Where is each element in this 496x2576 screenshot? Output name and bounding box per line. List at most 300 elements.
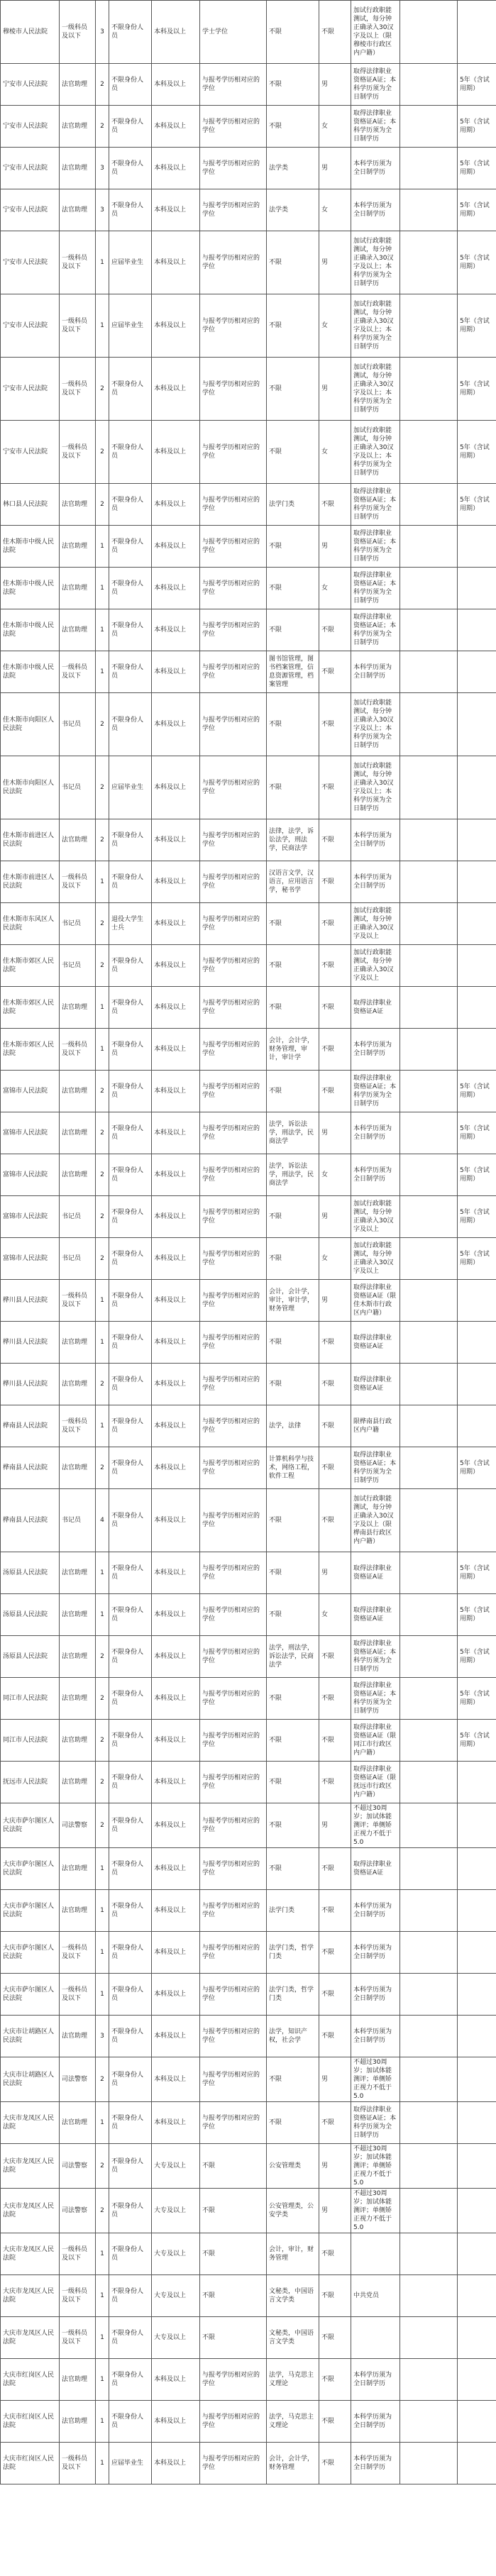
table-row xyxy=(1,651,496,693)
major-cell: 文秘类，中国语言文学类 xyxy=(267,2317,319,2359)
table-row xyxy=(1,1890,496,1932)
degree-cell: 与报考学历相对应的学位 xyxy=(200,903,267,945)
notes-cell: 取得法律职业资格证A证；本科学历须为全日制学历 xyxy=(351,568,400,609)
position-cell: 司法警察 xyxy=(60,2189,96,2233)
extra-cell xyxy=(400,1636,458,1678)
extra-cell xyxy=(400,526,458,568)
degree-cell: 不限 xyxy=(200,2189,267,2233)
count-cell: 1 xyxy=(96,1405,109,1447)
table-row xyxy=(1,1848,496,1890)
education-cell: 本科及以上 xyxy=(152,1636,200,1678)
gender-cell: 不限 xyxy=(319,2443,351,2484)
identity-cell: 不限身份人员 xyxy=(109,1489,152,1552)
count-cell: 2 xyxy=(96,484,109,526)
degree-cell: 与报考学历相对应的学位 xyxy=(200,2102,267,2144)
service-cell xyxy=(458,1364,496,1405)
table-row xyxy=(1,945,496,987)
degree-cell: 与报考学历相对应的学位 xyxy=(200,568,267,609)
notes-cell: 加试行政职能测试，每分钟正确录入30汉字及以上 xyxy=(351,1238,400,1280)
extra-cell xyxy=(400,2144,458,2189)
table-row xyxy=(1,189,496,231)
degree-cell: 与报考学历相对应的学位 xyxy=(200,1196,267,1238)
unit-cell: 大庆市萨尔图区人民法院 xyxy=(1,1974,60,2016)
extra-cell xyxy=(400,1238,458,1280)
table-row xyxy=(1,2359,496,2401)
count-cell: 1 xyxy=(96,1594,109,1636)
unit-cell: 大庆市龙凤区人民法院 xyxy=(1,2233,60,2275)
gender-cell: 不限 xyxy=(319,861,351,903)
count-cell: 1 xyxy=(96,2443,109,2484)
identity-cell: 不限身份人员 xyxy=(109,106,152,148)
extra-cell xyxy=(400,1803,458,1848)
gender-cell: 不限 xyxy=(319,1364,351,1405)
table-row xyxy=(1,1447,496,1489)
gender-cell: 不限 xyxy=(319,651,351,693)
notes-cell: 取得法律职业资格证A证（限抚远市行政区内户籍） xyxy=(351,1762,400,1803)
table-row xyxy=(1,819,496,861)
extra-cell xyxy=(400,609,458,651)
service-cell: 5年（含试用期） xyxy=(458,1720,496,1762)
service-cell xyxy=(458,2359,496,2401)
degree-cell: 与报考学历相对应的学位 xyxy=(200,189,267,231)
identity-cell: 不限身份人员 xyxy=(109,1720,152,1762)
table-row xyxy=(1,609,496,651)
major-cell: 不限 xyxy=(267,1678,319,1720)
identity-cell: 应届毕业生 xyxy=(109,231,152,294)
education-cell: 本科及以上 xyxy=(152,231,200,294)
unit-cell: 大庆市萨尔图区人民法院 xyxy=(1,1848,60,1890)
unit-cell: 林口县人民法院 xyxy=(1,484,60,526)
notes-cell: 加试行政职能测试，每分钟正确录入30汉字及以上；本科学历须为全日制学历 xyxy=(351,756,400,819)
major-cell: 法学，法律 xyxy=(267,1405,319,1447)
extra-cell xyxy=(400,2057,458,2102)
education-cell: 本科及以上 xyxy=(152,64,200,106)
notes-cell: 本科学历须为全日制学历 xyxy=(351,2401,400,2443)
extra-cell xyxy=(400,651,458,693)
identity-cell: 不限身份人员 xyxy=(109,1678,152,1720)
degree-cell: 与报考学历相对应的学位 xyxy=(200,1762,267,1803)
notes-cell: 本科学历须为全日制学历 xyxy=(351,1154,400,1196)
notes-cell: 本科学历须为全日制学历 xyxy=(351,1974,400,2016)
identity-cell: 不限身份人员 xyxy=(109,358,152,421)
gender-cell: 不限 xyxy=(319,2401,351,2443)
table-row xyxy=(1,1154,496,1196)
unit-cell: 大庆市萨尔图区人民法院 xyxy=(1,1803,60,1848)
service-cell xyxy=(458,2401,496,2443)
position-cell: 法官助理 xyxy=(60,1552,96,1594)
extra-cell xyxy=(400,1,458,64)
notes-cell xyxy=(351,2317,400,2359)
major-cell: 法律，法学，诉讼法学，刑法学，民商法学 xyxy=(267,819,319,861)
major-cell: 不限 xyxy=(267,568,319,609)
count-cell: 2 xyxy=(96,64,109,106)
major-cell: 会计，审计，财务管理 xyxy=(267,2233,319,2275)
identity-cell: 不限身份人员 xyxy=(109,945,152,987)
identity-cell: 不限身份人员 xyxy=(109,1280,152,1322)
notes-cell: 取得法律职业资格证A证 xyxy=(351,1594,400,1636)
unit-cell: 佳木斯市向阳区人民法院 xyxy=(1,693,60,756)
major-cell: 会计，会计学，审计，审计学，财务管理 xyxy=(267,1280,319,1322)
position-cell: 法官助理 xyxy=(60,106,96,148)
major-cell: 会计，会计学，财务管理，审计，审计学 xyxy=(267,1029,319,1071)
count-cell: 1 xyxy=(96,1280,109,1322)
education-cell: 大专及以上 xyxy=(152,2317,200,2359)
service-cell: 5年（含试用期） xyxy=(458,358,496,421)
table-row xyxy=(1,1552,496,1594)
table-row xyxy=(1,1720,496,1762)
education-cell: 本科及以上 xyxy=(152,1405,200,1447)
education-cell: 本科及以上 xyxy=(152,2401,200,2443)
degree-cell: 与报考学历相对应的学位 xyxy=(200,861,267,903)
notes-cell: 取得法律职业资格证A证 xyxy=(351,1364,400,1405)
notes-cell: 本科学历须为全日制学历 xyxy=(351,1112,400,1154)
count-cell: 1 xyxy=(96,231,109,294)
count-cell: 2 xyxy=(96,1112,109,1154)
notes-cell: 本科学历须为全日制学历 xyxy=(351,651,400,693)
unit-cell: 抚远市人民法院 xyxy=(1,1762,60,1803)
gender-cell: 不限 xyxy=(319,987,351,1029)
unit-cell: 大庆市让胡路区人民法院 xyxy=(1,2057,60,2102)
position-cell: 法官助理 xyxy=(60,2016,96,2057)
major-cell: 不限 xyxy=(267,1238,319,1280)
degree-cell: 与报考学历相对应的学位 xyxy=(200,1932,267,1974)
position-cell: 法官助理 xyxy=(60,1322,96,1364)
identity-cell: 不限身份人员 xyxy=(109,421,152,484)
unit-cell: 汤原县人民法院 xyxy=(1,1552,60,1594)
major-cell: 不限 xyxy=(267,1594,319,1636)
notes-cell: 本科学历须为全日制学历 xyxy=(351,861,400,903)
position-cell: 法官助理 xyxy=(60,148,96,189)
position-cell: 司法警察 xyxy=(60,2144,96,2189)
notes-cell xyxy=(351,2233,400,2275)
major-cell: 不限 xyxy=(267,903,319,945)
degree-cell: 与报考学历相对应的学位 xyxy=(200,148,267,189)
major-cell: 法学门类，哲学门类 xyxy=(267,1932,319,1974)
service-cell xyxy=(458,526,496,568)
major-cell: 不限 xyxy=(267,421,319,484)
education-cell: 本科及以上 xyxy=(152,1848,200,1890)
education-cell: 大专及以上 xyxy=(152,2144,200,2189)
major-cell: 会计，会计学，财务管理 xyxy=(267,2443,319,2484)
service-cell xyxy=(458,609,496,651)
gender-cell: 不限 xyxy=(319,1678,351,1720)
identity-cell: 不限身份人员 xyxy=(109,1594,152,1636)
gender-cell: 不限 xyxy=(319,2102,351,2144)
position-cell: 一级科员及以下 xyxy=(60,2233,96,2275)
unit-cell: 佳木斯市郊区人民法院 xyxy=(1,1029,60,1071)
degree-cell: 不限 xyxy=(200,2233,267,2275)
table-row xyxy=(1,756,496,819)
gender-cell: 不限 xyxy=(319,1071,351,1112)
major-cell: 不限 xyxy=(267,945,319,987)
degree-cell: 与报考学历相对应的学位 xyxy=(200,2057,267,2102)
count-cell: 3 xyxy=(96,2016,109,2057)
identity-cell: 不限身份人员 xyxy=(109,148,152,189)
service-cell xyxy=(458,1,496,64)
table-row xyxy=(1,421,496,484)
table-row xyxy=(1,2233,496,2275)
service-cell xyxy=(458,861,496,903)
count-cell: 1 xyxy=(96,1974,109,2016)
count-cell: 1 xyxy=(96,1932,109,1974)
unit-cell: 宁安市人民法院 xyxy=(1,64,60,106)
education-cell: 本科及以上 xyxy=(152,148,200,189)
degree-cell: 不限 xyxy=(200,2317,267,2359)
position-cell: 法官助理 xyxy=(60,1112,96,1154)
extra-cell xyxy=(400,568,458,609)
count-cell: 1 xyxy=(96,1848,109,1890)
service-cell xyxy=(458,693,496,756)
gender-cell: 不限 xyxy=(319,1762,351,1803)
gender-cell: 不限 xyxy=(319,1636,351,1678)
identity-cell: 不限身份人员 xyxy=(109,484,152,526)
extra-cell xyxy=(400,1594,458,1636)
extra-cell xyxy=(400,1112,458,1154)
identity-cell: 不限身份人员 xyxy=(109,1636,152,1678)
education-cell: 本科及以上 xyxy=(152,609,200,651)
service-cell xyxy=(458,1029,496,1071)
gender-cell: 不限 xyxy=(319,1447,351,1489)
identity-cell: 应届毕业生 xyxy=(109,756,152,819)
degree-cell: 与报考学历相对应的学位 xyxy=(200,1489,267,1552)
gender-cell: 男 xyxy=(319,148,351,189)
gender-cell: 不限 xyxy=(319,484,351,526)
education-cell: 本科及以上 xyxy=(152,1029,200,1071)
count-cell: 3 xyxy=(96,1,109,64)
major-cell: 不限 xyxy=(267,1071,319,1112)
count-cell: 2 xyxy=(96,945,109,987)
count-cell: 1 xyxy=(96,2102,109,2144)
major-cell: 不限 xyxy=(267,2102,319,2144)
position-cell: 法官助理 xyxy=(60,2401,96,2443)
position-cell: 书记员 xyxy=(60,1238,96,1280)
notes-cell: 取得法律职业资格证A证 xyxy=(351,1322,400,1364)
extra-cell xyxy=(400,1552,458,1594)
position-cell: 一级科员及以下 xyxy=(60,1405,96,1447)
service-cell: 5年（含试用期） xyxy=(458,1196,496,1238)
major-cell: 不限 xyxy=(267,294,319,358)
position-cell: 法官助理 xyxy=(60,1154,96,1196)
unit-cell: 桦川县人民法院 xyxy=(1,1364,60,1405)
position-cell: 书记员 xyxy=(60,756,96,819)
service-cell: 5年（含试用期） xyxy=(458,1154,496,1196)
count-cell: 2 xyxy=(96,819,109,861)
service-cell xyxy=(458,2016,496,2057)
identity-cell: 不限身份人员 xyxy=(109,1974,152,2016)
service-cell xyxy=(458,903,496,945)
degree-cell: 与报考学历相对应的学位 xyxy=(200,1322,267,1364)
unit-cell: 宁安市人民法院 xyxy=(1,106,60,148)
identity-cell: 不限身份人员 xyxy=(109,2144,152,2189)
service-cell xyxy=(458,1405,496,1447)
count-cell: 2 xyxy=(96,106,109,148)
position-cell: 书记员 xyxy=(60,903,96,945)
education-cell: 本科及以上 xyxy=(152,189,200,231)
identity-cell: 不限身份人员 xyxy=(109,2057,152,2102)
unit-cell: 宁安市人民法院 xyxy=(1,148,60,189)
position-cell: 一级科员及以下 xyxy=(60,358,96,421)
unit-cell: 富锦市人民法院 xyxy=(1,1112,60,1154)
education-cell: 本科及以上 xyxy=(152,1322,200,1364)
education-cell: 本科及以上 xyxy=(152,1489,200,1552)
notes-cell: 本科学历须为全日制学历 xyxy=(351,148,400,189)
unit-cell: 桦南县人民法院 xyxy=(1,1405,60,1447)
degree-cell: 与报考学历相对应的学位 xyxy=(200,1552,267,1594)
identity-cell: 不限身份人员 xyxy=(109,1405,152,1447)
count-cell: 2 xyxy=(96,1720,109,1762)
extra-cell xyxy=(400,1029,458,1071)
education-cell: 本科及以上 xyxy=(152,2443,200,2484)
extra-cell xyxy=(400,987,458,1029)
degree-cell: 与报考学历相对应的学位 xyxy=(200,2016,267,2057)
identity-cell: 不限身份人员 xyxy=(109,1803,152,1848)
identity-cell: 不限身份人员 xyxy=(109,1322,152,1364)
unit-cell: 大庆市龙凤区人民法院 xyxy=(1,2144,60,2189)
degree-cell: 与报考学历相对应的学位 xyxy=(200,1280,267,1322)
position-cell: 一级科员及以下 xyxy=(60,1932,96,1974)
service-cell: 5年（含试用期） xyxy=(458,1594,496,1636)
major-cell: 法学，马克思主义理论 xyxy=(267,2401,319,2443)
gender-cell: 不限 xyxy=(319,2317,351,2359)
service-cell xyxy=(458,819,496,861)
gender-cell: 不限 xyxy=(319,819,351,861)
education-cell: 本科及以上 xyxy=(152,1,200,64)
service-cell: 5年（含试用期） xyxy=(458,484,496,526)
table-row xyxy=(1,1112,496,1154)
extra-cell xyxy=(400,1364,458,1405)
notes-cell: 加试行政职能测试，每分钟正确录入30汉字及以上 xyxy=(351,1196,400,1238)
extra-cell xyxy=(400,231,458,294)
education-cell: 本科及以上 xyxy=(152,1678,200,1720)
count-cell: 1 xyxy=(96,651,109,693)
unit-cell: 富锦市人民法院 xyxy=(1,1154,60,1196)
gender-cell: 不限 xyxy=(319,1932,351,1974)
unit-cell: 桦川县人民法院 xyxy=(1,1322,60,1364)
identity-cell: 不限身份人员 xyxy=(109,1552,152,1594)
notes-cell: 加试行政职能测试，每分钟正确录入30汉字及以上；本科学历须为全日制学历 xyxy=(351,231,400,294)
service-cell xyxy=(458,1932,496,1974)
position-cell: 一级科员及以下 xyxy=(60,651,96,693)
degree-cell: 学士学位 xyxy=(200,1,267,64)
gender-cell: 男 xyxy=(319,358,351,421)
service-cell xyxy=(458,1890,496,1932)
count-cell: 4 xyxy=(96,1489,109,1552)
notes-cell: 本科学历须为全日制学历 xyxy=(351,2443,400,2484)
degree-cell: 与报考学历相对应的学位 xyxy=(200,1594,267,1636)
position-cell: 法官助理 xyxy=(60,1364,96,1405)
count-cell: 1 xyxy=(96,609,109,651)
major-cell: 图书馆管理，图书档案管理，信息资源管理，档案管理 xyxy=(267,651,319,693)
education-cell: 本科及以上 xyxy=(152,693,200,756)
position-cell: 法官助理 xyxy=(60,987,96,1029)
gender-cell: 女 xyxy=(319,1238,351,1280)
notes-cell: 加试行政职能测试，每分钟正确录入30汉字及以上；本科学历须为全日制学历 xyxy=(351,693,400,756)
position-cell: 一级科员及以下 xyxy=(60,1029,96,1071)
degree-cell: 与报考学历相对应的学位 xyxy=(200,2443,267,2484)
major-cell: 不限 xyxy=(267,64,319,106)
extra-cell xyxy=(400,756,458,819)
extra-cell xyxy=(400,189,458,231)
table-row xyxy=(1,568,496,609)
extra-cell xyxy=(400,693,458,756)
extra-cell xyxy=(400,2317,458,2359)
gender-cell: 男 xyxy=(319,2144,351,2189)
identity-cell: 不限身份人员 xyxy=(109,2102,152,2144)
service-cell xyxy=(458,2275,496,2317)
education-cell: 本科及以上 xyxy=(152,421,200,484)
unit-cell: 桦川县人民法院 xyxy=(1,1280,60,1322)
identity-cell: 不限身份人员 xyxy=(109,2189,152,2233)
gender-cell: 男 xyxy=(319,64,351,106)
position-cell: 法官助理 xyxy=(60,1447,96,1489)
position-cell: 法官助理 xyxy=(60,1071,96,1112)
identity-cell: 应届毕业生 xyxy=(109,294,152,358)
degree-cell: 与报考学历相对应的学位 xyxy=(200,1974,267,2016)
unit-cell: 汤原县人民法院 xyxy=(1,1594,60,1636)
identity-cell: 不限身份人员 xyxy=(109,2359,152,2401)
table-row xyxy=(1,1238,496,1280)
service-cell xyxy=(458,2233,496,2275)
service-cell xyxy=(458,987,496,1029)
degree-cell: 与报考学历相对应的学位 xyxy=(200,1029,267,1071)
extra-cell xyxy=(400,1322,458,1364)
gender-cell: 男 xyxy=(319,2189,351,2233)
major-cell: 不限 xyxy=(267,987,319,1029)
identity-cell: 不限身份人员 xyxy=(109,1848,152,1890)
service-cell xyxy=(458,2443,496,2484)
major-cell: 法学，知识产权，社会学 xyxy=(267,2016,319,2057)
education-cell: 大专及以上 xyxy=(152,2233,200,2275)
gender-cell: 男 xyxy=(319,2057,351,2102)
identity-cell: 不限身份人员 xyxy=(109,189,152,231)
service-cell xyxy=(458,1848,496,1890)
position-cell: 法官助理 xyxy=(60,484,96,526)
education-cell: 本科及以上 xyxy=(152,651,200,693)
unit-cell: 宁安市人民法院 xyxy=(1,189,60,231)
table-row xyxy=(1,2443,496,2484)
unit-cell: 佳木斯市东风区人民法院 xyxy=(1,903,60,945)
table-row xyxy=(1,903,496,945)
position-cell: 法官助理 xyxy=(60,1636,96,1678)
unit-cell: 宁安市人民法院 xyxy=(1,358,60,421)
degree-cell: 与报考学历相对应的学位 xyxy=(200,651,267,693)
position-cell: 一级科员及以下 xyxy=(60,2443,96,2484)
major-cell: 法学类 xyxy=(267,189,319,231)
extra-cell xyxy=(400,484,458,526)
position-cell: 一级科员及以下 xyxy=(60,861,96,903)
education-cell: 大专及以上 xyxy=(152,2275,200,2317)
unit-cell: 佳木斯市向阳区人民法院 xyxy=(1,756,60,819)
extra-cell xyxy=(400,148,458,189)
table-row xyxy=(1,1974,496,2016)
degree-cell: 与报考学历相对应的学位 xyxy=(200,1364,267,1405)
identity-cell: 不限身份人员 xyxy=(109,861,152,903)
table-row xyxy=(1,1762,496,1803)
unit-cell: 大庆市龙凤区人民法院 xyxy=(1,2317,60,2359)
identity-cell: 不限身份人员 xyxy=(109,1447,152,1489)
degree-cell: 与报考学历相对应的学位 xyxy=(200,1112,267,1154)
identity-cell: 不限身份人员 xyxy=(109,2275,152,2317)
extra-cell xyxy=(400,2401,458,2443)
extra-cell xyxy=(400,294,458,358)
table-row xyxy=(1,526,496,568)
count-cell: 2 xyxy=(96,1071,109,1112)
gender-cell: 男 xyxy=(319,231,351,294)
gender-cell: 男 xyxy=(319,1552,351,1594)
education-cell: 本科及以上 xyxy=(152,484,200,526)
major-cell: 不限 xyxy=(267,358,319,421)
table-row xyxy=(1,1364,496,1405)
